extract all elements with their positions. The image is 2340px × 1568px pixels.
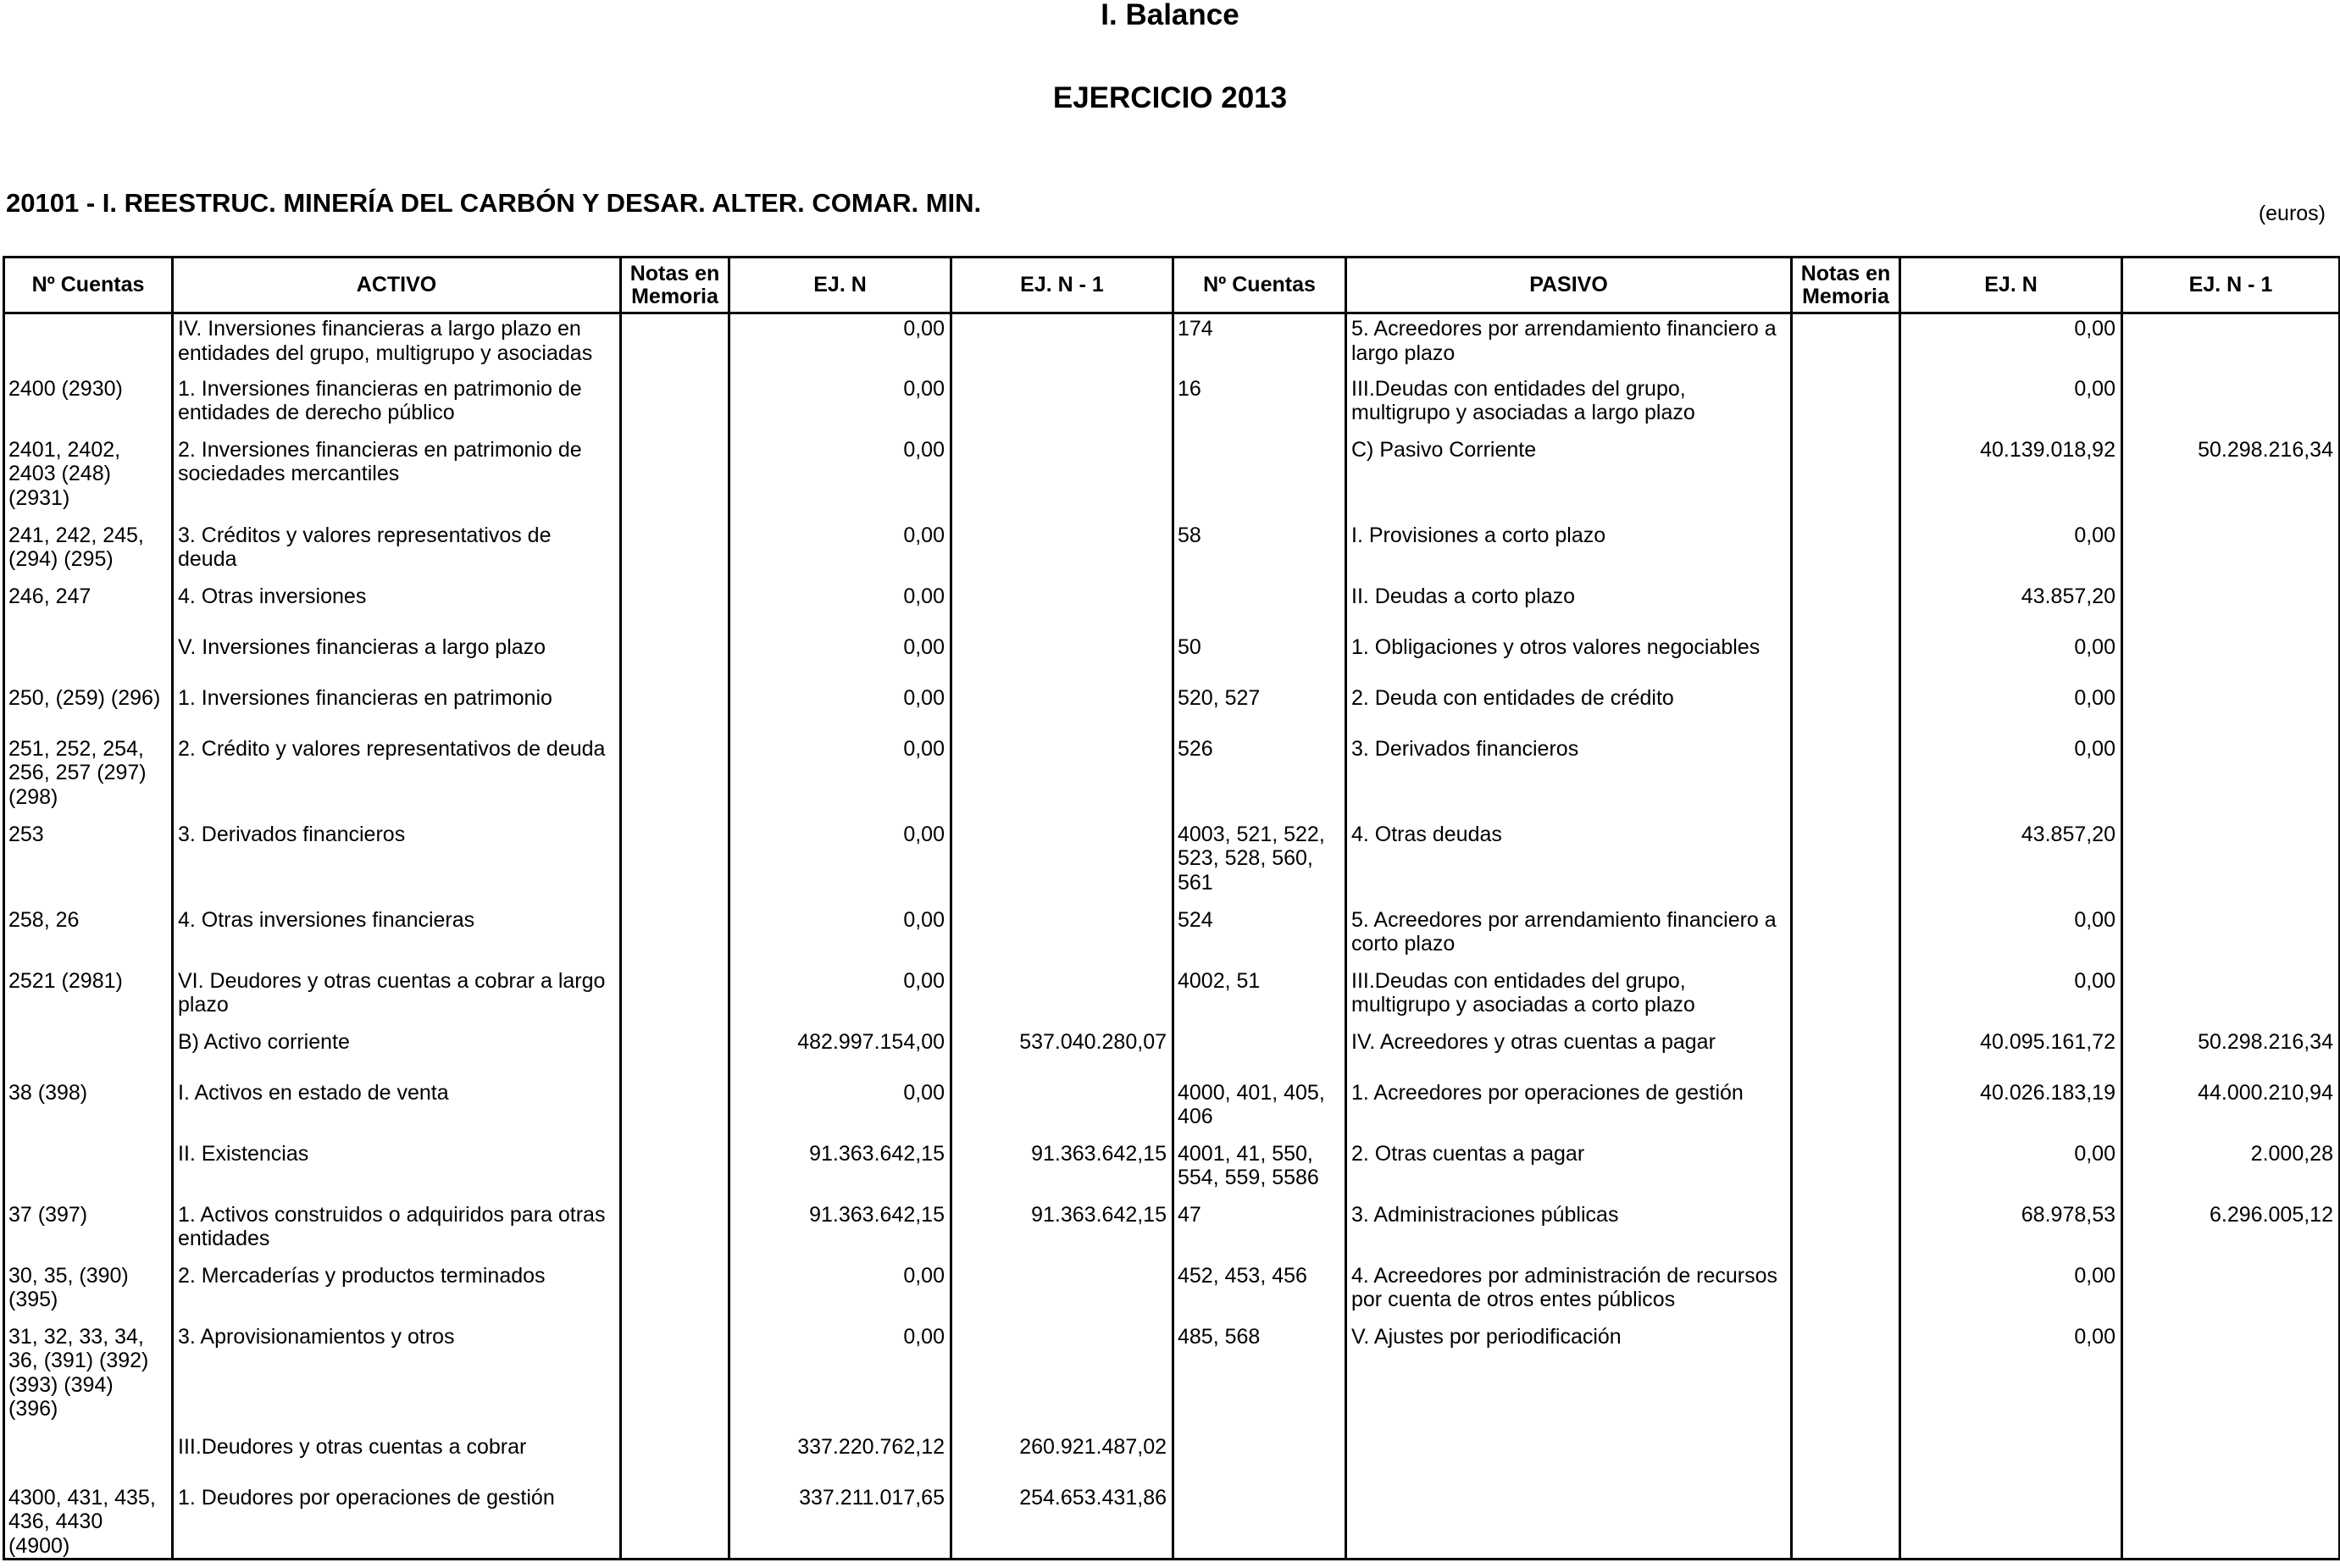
pasivo-ej-n-cell: 40.026.183,19	[1900, 1078, 2122, 1139]
account-cell	[4, 1028, 173, 1078]
pasivo-description-cell: 5. Acreedores por arrendamiento financiero a largo plazo	[1346, 313, 1792, 374]
activo-notes-cell	[621, 1432, 729, 1483]
activo-ej-n-cell: 0,00	[729, 1322, 951, 1432]
activo-notes-cell	[621, 521, 729, 582]
activo-ej-n-cell: 0,00	[729, 1078, 951, 1139]
account-cell: 58	[1173, 521, 1346, 582]
pasivo-ej-n-cell: 68.978,53	[1900, 1200, 2122, 1261]
pasivo-ej-n-cell: 0,00	[1900, 521, 2122, 582]
account-cell: 524	[1173, 906, 1346, 967]
activo-description-cell: 1. Inversiones financieras en patrimonio	[173, 684, 621, 734]
pasivo-description-cell: 2. Otras cuentas a pagar	[1346, 1139, 1792, 1200]
pasivo-ej-n-cell: 0,00	[1900, 1322, 2122, 1432]
activo-notes-cell	[621, 582, 729, 633]
account-cell: 4300, 431, 435, 436, 4430 (4900)	[4, 1483, 173, 1560]
activo-ej-n1-cell: 91.363.642,15	[951, 1200, 1173, 1261]
activo-ej-n1-cell	[951, 582, 1173, 633]
activo-ej-n-cell: 0,00	[729, 313, 951, 374]
pasivo-ej-n-cell: 43.857,20	[1900, 582, 2122, 633]
pasivo-ej-n-cell: 0,00	[1900, 967, 2122, 1028]
pasivo-description-cell: 4. Otras deudas	[1346, 820, 1792, 906]
activo-description-cell: IV. Inversiones financieras a largo plazo en entidades del grupo, multigrupo y asociadas	[173, 313, 621, 374]
account-cell: 2521 (2981)	[4, 967, 173, 1028]
activo-description-cell: 3. Créditos y valores representativos de deuda	[173, 521, 621, 582]
activo-notes-cell	[621, 820, 729, 906]
pasivo-description-cell	[1346, 1432, 1792, 1483]
pasivo-description-cell: 2. Deuda con entidades de crédito	[1346, 684, 1792, 734]
pasivo-ej-n1-cell	[2122, 734, 2340, 820]
activo-ej-n-cell: 0,00	[729, 435, 951, 521]
col-header-activo-ej-n: EJ. N	[729, 258, 951, 313]
account-cell: 258, 26	[4, 906, 173, 967]
col-header-pasivo-ej-n: EJ. N	[1900, 258, 2122, 313]
table-header-row	[4, 258, 2340, 313]
account-cell: 2400 (2930)	[4, 374, 173, 435]
pasivo-ej-n-cell: 0,00	[1900, 1261, 2122, 1322]
activo-ej-n-cell: 337.211.017,65	[729, 1483, 951, 1560]
table-row	[4, 633, 2340, 684]
activo-notes-cell	[621, 313, 729, 374]
pasivo-description-cell: 4. Acreedores por administración de recursos por cuenta de otros entes públicos	[1346, 1261, 1792, 1322]
pasivo-description-cell: C) Pasivo Corriente	[1346, 435, 1792, 521]
balance-table	[3, 256, 2340, 1560]
col-header-activo: ACTIVO	[173, 258, 621, 313]
activo-notes-cell	[621, 1078, 729, 1139]
activo-description-cell: 4. Otras inversiones	[173, 582, 621, 633]
activo-description-cell: 1. Inversiones financieras en patrimonio de entidades de derecho público	[173, 374, 621, 435]
pasivo-ej-n1-cell	[2122, 633, 2340, 684]
pasivo-ej-n1-cell	[2122, 1322, 2340, 1432]
pasivo-notes-cell	[1792, 820, 1900, 906]
account-cell: 251, 252, 254, 256, 257 (297) (298)	[4, 734, 173, 820]
activo-ej-n1-cell	[951, 374, 1173, 435]
activo-notes-cell	[621, 734, 729, 820]
pasivo-ej-n1-cell	[2122, 582, 2340, 633]
table-row	[4, 1261, 2340, 1322]
pasivo-description-cell: 5. Acreedores por arrendamiento financiero a corto plazo	[1346, 906, 1792, 967]
activo-ej-n-cell: 91.363.642,15	[729, 1139, 951, 1200]
activo-notes-cell	[621, 906, 729, 967]
pasivo-notes-cell	[1792, 374, 1900, 435]
pasivo-notes-cell	[1792, 1432, 1900, 1483]
account-cell: 30, 35, (390) (395)	[4, 1261, 173, 1322]
pasivo-ej-n1-cell	[2122, 1483, 2340, 1560]
activo-description-cell: V. Inversiones financieras a largo plazo	[173, 633, 621, 684]
activo-description-cell: 2. Crédito y valores representativos de deuda	[173, 734, 621, 820]
page-title: I. Balance	[1101, 0, 1239, 31]
activo-ej-n-cell: 0,00	[729, 1261, 951, 1322]
pasivo-ej-n-cell: 0,00	[1900, 734, 2122, 820]
activo-notes-cell	[621, 435, 729, 521]
table-row	[4, 521, 2340, 582]
activo-notes-cell	[621, 1322, 729, 1432]
table-row	[4, 906, 2340, 967]
activo-notes-cell	[621, 1028, 729, 1078]
col-header-activo-cuentas: Nº Cuentas	[4, 258, 173, 313]
pasivo-notes-cell	[1792, 1078, 1900, 1139]
pasivo-ej-n-cell: 0,00	[1900, 906, 2122, 967]
pasivo-description-cell: 1. Obligaciones y otros valores negociables	[1346, 633, 1792, 684]
fiscal-year-subtitle: EJERCICIO 2013	[1052, 81, 1288, 114]
table-row	[4, 1139, 2340, 1200]
table-row	[4, 684, 2340, 734]
account-cell: 526	[1173, 734, 1346, 820]
account-cell: 174	[1173, 313, 1346, 374]
table-row	[4, 734, 2340, 820]
account-cell	[1173, 435, 1346, 521]
activo-description-cell: 1. Deudores por operaciones de gestión	[173, 1483, 621, 1560]
account-cell: 4002, 51	[1173, 967, 1346, 1028]
table-row	[4, 313, 2340, 374]
activo-ej-n1-cell: 91.363.642,15	[951, 1139, 1173, 1200]
pasivo-description-cell: 3. Derivados financieros	[1346, 734, 1792, 820]
pasivo-description-cell: 1. Acreedores por operaciones de gestión	[1346, 1078, 1792, 1139]
pasivo-ej-n-cell: 0,00	[1900, 1139, 2122, 1200]
pasivo-ej-n-cell: 43.857,20	[1900, 820, 2122, 906]
activo-notes-cell	[621, 1139, 729, 1200]
activo-ej-n-cell: 0,00	[729, 967, 951, 1028]
pasivo-notes-cell	[1792, 313, 1900, 374]
activo-ej-n-cell: 91.363.642,15	[729, 1200, 951, 1261]
activo-notes-cell	[621, 1200, 729, 1261]
activo-notes-cell	[621, 374, 729, 435]
account-cell: 250, (259) (296)	[4, 684, 173, 734]
pasivo-ej-n1-cell	[2122, 313, 2340, 374]
pasivo-notes-cell	[1792, 633, 1900, 684]
activo-ej-n-cell: 0,00	[729, 820, 951, 906]
account-cell: 520, 527	[1173, 684, 1346, 734]
activo-notes-cell	[621, 967, 729, 1028]
pasivo-notes-cell	[1792, 435, 1900, 521]
pasivo-description-cell: III.Deudas con entidades del grupo, multigrupo y asociadas a largo plazo	[1346, 374, 1792, 435]
pasivo-ej-n1-cell: 50.298.216,34	[2122, 1028, 2340, 1078]
table-row	[4, 374, 2340, 435]
col-header-activo-ej-n1: EJ. N - 1	[951, 258, 1173, 313]
account-cell: 246, 247	[4, 582, 173, 633]
account-cell	[1173, 1483, 1346, 1560]
activo-ej-n1-cell	[951, 1078, 1173, 1139]
pasivo-ej-n1-cell: 44.000.210,94	[2122, 1078, 2340, 1139]
table-row	[4, 1432, 2340, 1483]
pasivo-ej-n-cell	[1900, 1483, 2122, 1560]
account-cell	[1173, 1028, 1346, 1078]
activo-ej-n-cell: 0,00	[729, 374, 951, 435]
activo-description-cell: 3. Derivados financieros	[173, 820, 621, 906]
pasivo-ej-n1-cell	[2122, 374, 2340, 435]
pasivo-description-cell: I. Provisiones a corto plazo	[1346, 521, 1792, 582]
table-row	[4, 1200, 2340, 1261]
pasivo-ej-n1-cell	[2122, 521, 2340, 582]
pasivo-ej-n-cell	[1900, 1432, 2122, 1483]
pasivo-ej-n-cell: 0,00	[1900, 313, 2122, 374]
pasivo-ej-n1-cell	[2122, 967, 2340, 1028]
col-header-pasivo: PASIVO	[1346, 258, 1792, 313]
pasivo-description-cell: IV. Acreedores y otras cuentas a pagar	[1346, 1028, 1792, 1078]
account-cell: 2401, 2402, 2403 (248) (2931)	[4, 435, 173, 521]
account-cell	[1173, 1432, 1346, 1483]
activo-ej-n-cell: 337.220.762,12	[729, 1432, 951, 1483]
account-cell	[4, 313, 173, 374]
activo-description-cell: III.Deudores y otras cuentas a cobrar	[173, 1432, 621, 1483]
activo-ej-n1-cell	[951, 633, 1173, 684]
activo-ej-n1-cell: 537.040.280,07	[951, 1028, 1173, 1078]
account-cell: 31, 32, 33, 34, 36, (391) (392) (393) (394) (396)	[4, 1322, 173, 1432]
activo-description-cell: II. Existencias	[173, 1139, 621, 1200]
activo-description-cell: I. Activos en estado de venta	[173, 1078, 621, 1139]
activo-ej-n1-cell	[951, 820, 1173, 906]
pasivo-ej-n-cell: 0,00	[1900, 633, 2122, 684]
activo-notes-cell	[621, 1483, 729, 1560]
account-cell: 37 (397)	[4, 1200, 173, 1261]
activo-ej-n1-cell	[951, 684, 1173, 734]
activo-ej-n-cell: 0,00	[729, 684, 951, 734]
table-row	[4, 1483, 2340, 1560]
activo-ej-n-cell: 0,00	[729, 734, 951, 820]
pasivo-ej-n1-cell	[2122, 906, 2340, 967]
account-cell	[4, 1432, 173, 1483]
activo-ej-n-cell: 0,00	[729, 521, 951, 582]
pasivo-notes-cell	[1792, 1322, 1900, 1432]
table-row	[4, 1028, 2340, 1078]
activo-notes-cell	[621, 633, 729, 684]
activo-ej-n1-cell: 260.921.487,02	[951, 1432, 1173, 1483]
account-cell	[1173, 582, 1346, 633]
activo-description-cell: 4. Otras inversiones financieras	[173, 906, 621, 967]
table-body	[4, 313, 2340, 1560]
activo-ej-n-cell: 0,00	[729, 582, 951, 633]
account-cell: 47	[1173, 1200, 1346, 1261]
table-row	[4, 1078, 2340, 1139]
pasivo-notes-cell	[1792, 1028, 1900, 1078]
table-row	[4, 820, 2340, 906]
pasivo-notes-cell	[1792, 734, 1900, 820]
pasivo-notes-cell	[1792, 1261, 1900, 1322]
table-row	[4, 967, 2340, 1028]
activo-description-cell: 2. Mercaderías y productos terminados	[173, 1261, 621, 1322]
activo-ej-n1-cell	[951, 906, 1173, 967]
activo-ej-n1-cell	[951, 435, 1173, 521]
activo-notes-cell	[621, 1261, 729, 1322]
pasivo-ej-n-cell: 0,00	[1900, 374, 2122, 435]
pasivo-notes-cell	[1792, 582, 1900, 633]
account-cell: 4003, 521, 522, 523, 528, 560, 561	[1173, 820, 1346, 906]
activo-ej-n-cell: 0,00	[729, 906, 951, 967]
pasivo-ej-n1-cell: 2.000,28	[2122, 1139, 2340, 1200]
account-cell	[4, 1139, 173, 1200]
activo-ej-n-cell: 0,00	[729, 633, 951, 684]
pasivo-description-cell: II. Deudas a corto plazo	[1346, 582, 1792, 633]
account-cell: 241, 242, 245, (294) (295)	[4, 521, 173, 582]
pasivo-ej-n-cell: 0,00	[1900, 684, 2122, 734]
pasivo-notes-cell	[1792, 1200, 1900, 1261]
activo-description-cell: 2. Inversiones financieras en patrimonio de sociedades mercantiles	[173, 435, 621, 521]
account-cell: 4000, 401, 405, 406	[1173, 1078, 1346, 1139]
pasivo-ej-n1-cell	[2122, 1261, 2340, 1322]
activo-description-cell: 3. Aprovisionamientos y otros	[173, 1322, 621, 1432]
activo-ej-n1-cell	[951, 521, 1173, 582]
col-header-pasivo-notas: Notas en Memoria	[1792, 258, 1900, 313]
pasivo-ej-n1-cell: 6.296.005,12	[2122, 1200, 2340, 1261]
activo-description-cell: 1. Activos construidos o adquiridos para otras entidades	[173, 1200, 621, 1261]
activo-ej-n1-cell	[951, 967, 1173, 1028]
pasivo-description-cell: 3. Administraciones públicas	[1346, 1200, 1792, 1261]
pasivo-notes-cell	[1792, 521, 1900, 582]
activo-notes-cell	[621, 684, 729, 734]
pasivo-notes-cell	[1792, 1139, 1900, 1200]
pasivo-ej-n1-cell	[2122, 820, 2340, 906]
entity-heading: 20101 - I. REESTRUC. MINERÍA DEL CARBÓN Y DESAR. ALTER. COMAR. MIN.	[6, 188, 982, 218]
account-cell: 452, 453, 456	[1173, 1261, 1346, 1322]
table-row	[4, 435, 2340, 521]
pasivo-ej-n1-cell	[2122, 1432, 2340, 1483]
pasivo-ej-n-cell: 40.095.161,72	[1900, 1028, 2122, 1078]
activo-description-cell: VI. Deudores y otras cuentas a cobrar a largo plazo	[173, 967, 621, 1028]
account-cell: 253	[4, 820, 173, 906]
pasivo-description-cell: III.Deudas con entidades del grupo, multigrupo y asociadas a corto plazo	[1346, 967, 1792, 1028]
table-row	[4, 1322, 2340, 1432]
activo-ej-n1-cell	[951, 1322, 1173, 1432]
col-header-activo-notas: Notas en Memoria	[621, 258, 729, 313]
account-cell: 4001, 41, 550, 554, 559, 5586	[1173, 1139, 1346, 1200]
pasivo-ej-n-cell: 40.139.018,92	[1900, 435, 2122, 521]
col-header-pasivo-cuentas: Nº Cuentas	[1173, 258, 1346, 313]
pasivo-notes-cell	[1792, 1483, 1900, 1560]
pasivo-ej-n1-cell	[2122, 684, 2340, 734]
account-cell: 38 (398)	[4, 1078, 173, 1139]
table-row	[4, 582, 2340, 633]
col-header-pasivo-ej-n1: EJ. N - 1	[2122, 258, 2340, 313]
activo-ej-n-cell: 482.997.154,00	[729, 1028, 951, 1078]
pasivo-description-cell	[1346, 1483, 1792, 1560]
account-cell: 485, 568	[1173, 1322, 1346, 1432]
pasivo-notes-cell	[1792, 967, 1900, 1028]
account-cell	[4, 633, 173, 684]
account-cell: 50	[1173, 633, 1346, 684]
activo-ej-n1-cell	[951, 313, 1173, 374]
activo-description-cell: B) Activo corriente	[173, 1028, 621, 1078]
pasivo-notes-cell	[1792, 684, 1900, 734]
currency-units: (euros)	[2258, 202, 2326, 225]
activo-ej-n1-cell: 254.653.431,86	[951, 1483, 1173, 1560]
pasivo-ej-n1-cell: 50.298.216,34	[2122, 435, 2340, 521]
activo-ej-n1-cell	[951, 1261, 1173, 1322]
pasivo-description-cell: V. Ajustes por periodificación	[1346, 1322, 1792, 1432]
activo-ej-n1-cell	[951, 734, 1173, 820]
account-cell: 16	[1173, 374, 1346, 435]
pasivo-notes-cell	[1792, 906, 1900, 967]
